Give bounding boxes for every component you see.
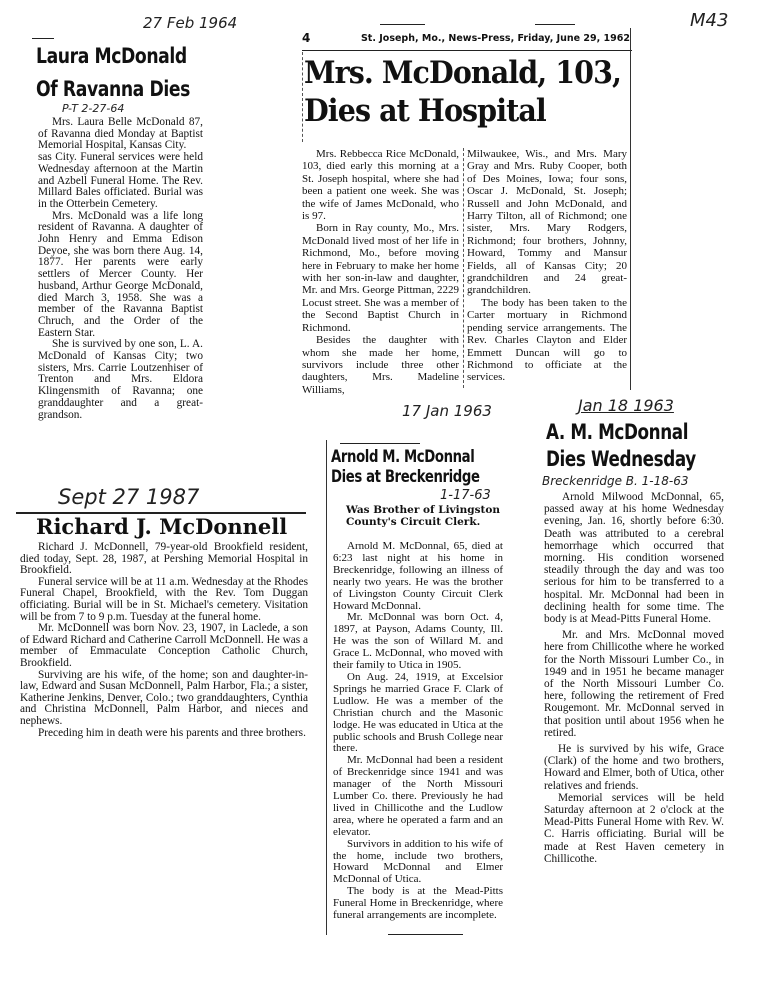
divider <box>535 24 575 25</box>
source-note: 1-17-63 <box>440 488 491 503</box>
paragraph: On Aug. 24, 1919, at Excelsior Springs he married Grace F. Clark of Ludlow. He was a member of the Christian church and the Masonic lodge. He was educated in Utica at the public schools and Brush College near there. <box>333 670 503 755</box>
paragraph: Arnold M. McDonnal, 65, died at 6:23 last night at his home in Breckenridge, following an illness of nearly two years. He was the brother of Livingston County Circuit Clerk Howard McDonnal. <box>333 540 503 612</box>
vertical-rule <box>302 52 303 142</box>
paragraph: Mrs. McDonald was a life long resident of Ravanna. A daughter of John Henry and Emma Edison Deyoe, she was born there Aug. 14, 1877. Her parents were early settlers of Mercer County. Her husband, Arthur George McDonald, died March 3, 1958. She was a member of the Ravanna Baptist Chruch, and the Order of the Eastern Star. <box>38 209 203 339</box>
date-note: 17 Jan 1963 <box>402 402 492 420</box>
masthead <box>302 30 632 51</box>
article-body <box>38 117 203 421</box>
paragraph: Mr. and Mrs. McDonnal moved here from Chillicothe where he worked for the North Missouri Lumber Co., in 1949 and in 1951 he became manager of the North Missouri Lumber Co. here, following the retirement of Fred Rougemont. Mr. McDonnal served in that position until about 1956 when he retired. <box>544 629 724 739</box>
vertical-rule <box>326 440 327 935</box>
headline: Of Ravanna Dies <box>36 77 190 101</box>
source-note: Breckenridge B. 1-18-63 <box>542 474 689 488</box>
page-number-note: M43 <box>690 10 729 31</box>
paragraph: Mrs. Laura Belle McDonald 87, of Ravanna died Monday at Baptist Memorial Hospital, Kansas City. <box>38 116 203 152</box>
paragraph: Mrs. Rebbecca Rice McDonald, 103, died early this morning at a St. Joseph hospital, where she had been a patient one week. She was the wife of James McDonald, who is 97. <box>302 148 459 223</box>
subhead: Was Brother of Livingston County's Circuit Clerk. <box>346 504 501 528</box>
paragraph: Mr. McDonnal was born Oct. 4, 1897, at Payson, Adams County, Ill. He was the son of Willard M. and Grace L. McDonnal, who moved with their family to Utica in 1905. <box>333 611 503 672</box>
paragraph: Besides the daughter with whom she made her home, survivors include three other daughters, Mrs. Madeline Williams, <box>302 334 459 396</box>
divider <box>32 38 54 39</box>
headline: Arnold M. McDonnal <box>331 447 475 467</box>
paragraph: Milwaukee, Wis., and Mrs. Mary Gray and Mrs. Ruby Cooper, both of Des Moines, Iowa; four sons, Oscar J. McDonald, St. Joseph; Russell and John McDonald, and Harry Tilton, all of Richmond; one sister, Mrs. Mary Rodgers, Richmond; four brothers, Johnny, Howard, Tommy and Mansur Fields, all of Kansas City; 20 grandchildren and 24 great-grandchildren. <box>467 148 627 297</box>
article-body <box>544 491 724 865</box>
paragraph: The body is at the Mead-Pitts Funeral Home in Breckenridge, where funeral arrangements are incomplete. <box>333 885 503 922</box>
divider <box>380 24 425 25</box>
headline: Dies at Hospital <box>304 93 546 129</box>
divider <box>340 443 420 444</box>
clipping-am-mcdonnal <box>546 420 746 472</box>
source-note: P-T 2-27-64 <box>62 102 125 115</box>
paragraph: The body has been taken to the Carter mortuary in Richmond pending service arrangements. The Rev. Charles Clayton and Elder Emmett Duncan will go to Richmond to officiate at the services. <box>467 296 627 384</box>
paragraph: Mr. McDonnell was born Nov. 23, 1907, in Laclede, a son of Edward Richard and Catherine Carroll McDonnell. He was a member of Emmaculate Conception Catholic Church, Brookfield. <box>20 622 308 669</box>
vertical-rule <box>630 28 631 390</box>
paragraph: Arnold Milwood McDonnal, 65, passed away at his home Wednesday evening, Jan. 16, shortly before 6:30. Death was attributed to a cerebral hemorrhage which occurred that morning. His condition worsened steadily through the day and was too serious for him to be transferred to a hospital. Mr. McDonnal had been in declining health for some time. The body is at Mead-Pitts Funeral Home. <box>544 491 724 626</box>
masthead-text: St. Joseph, Mo., News-Press, Friday, June 29, 1962 <box>360 33 630 44</box>
paragraph: Mr. McDonnal had been a resident of Breckenridge since 1941 and was manager of the North Missouri Lumber Co. there. Previously he had lived in Chillicothe and the Ludlow area, where he operated a farm and an elevator. <box>333 754 503 838</box>
date-note: 27 Feb 1964 <box>143 14 238 32</box>
clipping-laura-mcdonald <box>36 44 206 102</box>
article-body <box>333 541 503 922</box>
paragraph: Richard J. McDonnell, 79-year-old Brookfield resident, died today, Sept. 28, 1987, at Pershing Memorial Hospital in Brookfield. <box>20 541 308 577</box>
paragraph: Funeral service will be at 11 a.m. Wednesday at the Rhodes Funeral Chapel, Brookfield, with the Rev. Tom Duggan officiating. Burial will be in St. Michael's cemetery. Visitation will be from 7 to 9 p.m. Tuesday at the funeral home. <box>20 575 308 623</box>
paragraph: Born in Ray county, Mo., Mrs. McDonald lived most of her life in Richmond, Mo., before moving here in February to make her home with her son-in-law and daughter, Mr. and Mrs. George Pittman, 2229 Locust street. She was a member of the Second Baptist Church in Richmond. <box>302 222 459 334</box>
paragraph: Surviving are his wife, of the home; son and daughter-in-law, Edward and Susan McDonnell, Palm Harbor, Fla.; a sister, Katherine Jenkins, Denver, Colo.; two granddaughters, Cynthia and Christina McDonnell, Palm Harbor, and nieces and nephews. <box>20 668 308 727</box>
article-body <box>20 542 308 739</box>
paragraph: She is survived by one son, L. A. McDonald of Kansas City; two sisters, Mrs. Carrie Loutzenhiser of Trenton and Mrs. Eldora Klingensmith of Ravanna; one granddaughter and a great-grandson. <box>38 338 203 421</box>
end-rule <box>388 934 463 935</box>
paragraph: Memorial services will be held Saturday afternoon at 2 o'clock at the Mead-Pitts Funeral Home with Rev. W. C. Harris officiating. Burial will be made at Rest Haven cemetery in Chillicothe. <box>544 791 724 865</box>
headline: Dies at Breckenridge <box>331 467 480 487</box>
clipping-rebbecca-mcdonald <box>304 55 630 131</box>
article-column <box>302 148 459 396</box>
clipping-arnold-mcdonnal <box>331 447 531 487</box>
paragraph: Survivors in addition to his wife of the home, include two brothers, Howard McDonnal and Elmer McDonnal of Utica. <box>333 837 503 886</box>
headline: A. M. McDonnal <box>546 420 689 444</box>
masthead-mark: 4 <box>302 31 311 45</box>
headline: Richard J. McDonnell <box>36 514 288 539</box>
headline: Dies Wednesday <box>546 447 696 471</box>
column-divider <box>463 148 464 388</box>
paragraph: He is survived by his wife, Grace (Clark) of the home and two brothers, Howard and Elmer, both of Utica, other relatives and friends. <box>544 743 724 792</box>
headline: Laura McDonald <box>36 44 187 68</box>
paragraph: sas City. Funeral services were held Wednesday afternoon at the Martin and Azbell Funeral Home. The Rev. Millard Bales officiated. Burial was in the Otterbein Cemetery. <box>38 151 203 210</box>
article-column <box>467 148 627 384</box>
headline: Mrs. McDonald, 103, <box>304 55 622 91</box>
date-note: Jan 18 1963 <box>578 396 674 415</box>
date-note: Sept 27 1987 <box>58 485 200 509</box>
paragraph: Preceding him in death were his parents and three brothers. <box>38 726 306 739</box>
